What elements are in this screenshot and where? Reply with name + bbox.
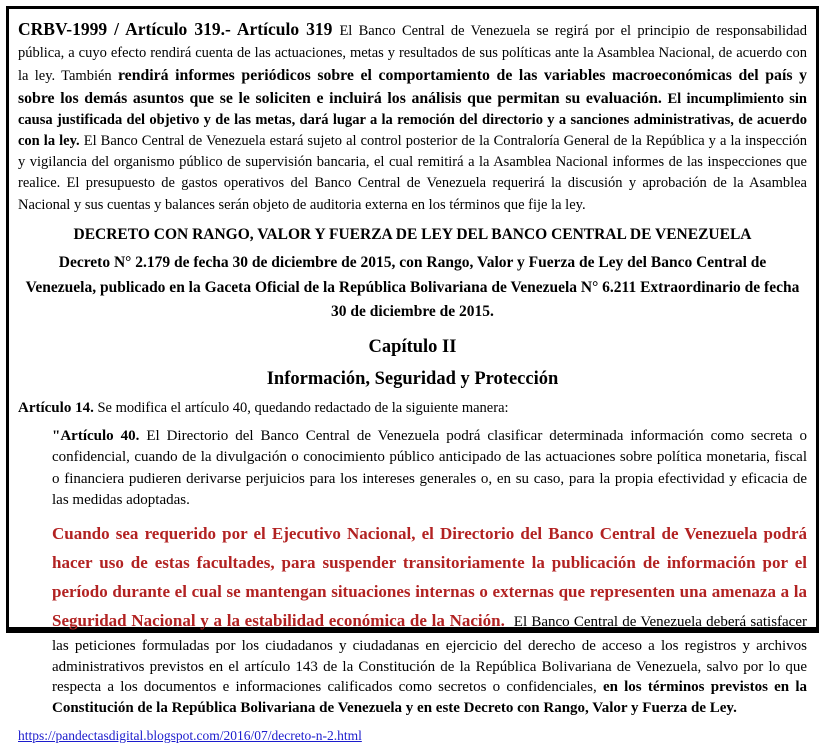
article-40-mixed-paragraph (52, 520, 807, 718)
decree-heading: DECRETO CON RANGO, VALOR Y FUERZA DE LEY DEL BANCO CENTRAL DE VENEZUELA (73, 225, 752, 243)
source-link[interactable]: https://pandectasdigital.blogspot.com/2016/07/decreto-n-2.html (18, 727, 362, 743)
intro-bold-noncompliance: El incumplimiento sin causa justificada del objetivo y de las metas, dará lugar a la remoción del directorio y a sanciones administrativas, de acuerdo con la ley. (18, 90, 807, 150)
article-40-block (52, 426, 807, 719)
article-14-paragraph (18, 400, 807, 417)
article-40-paragraph (52, 426, 807, 511)
intro-bold-reports: rendirá informes periódicos sobre el comportamiento de las variables macroeconómicas del país y sobre los demás asuntos que se le soliciten e incluirá los análisis que permitan su evaluación. (18, 66, 807, 107)
crbv-article-319-title: CRBV-1999 / Artículo 319.- Artículo 319 (18, 19, 340, 39)
closing-bold-text: en los términos previstos en la Constitución de la República Bolivariana de Venezuela y en este Decreto con Rango, Valor y Fuerza de Ley. (52, 679, 807, 716)
decree-paragraph: Decreto N° 2.179 de fecha 30 de diciembre de 2015, con Rango, Valor y Fuerza de Ley del Banco Central de Venezuela, publicado en la Gaceta Oficial de la República Bolivariana de Venezuela N° 6.211 Extraordinario de fecha 30 de diciembre de 2015. (25, 253, 800, 321)
intro-body-2: El Banco Central de Venezuela estará sujeto al control posterior de la Contraloría General de la República y a la inspección y vigilancia del organismo público de supervisión bancaria, el cual remitirá a la Asamblea Nacional informes de las inspecciones que realice. El presupuesto de gastos operativos del Banco Central de Venezuela requerirá la discusión y aprobación de la Asamblea Nacional y sus cuentas y balances serán objeto de auditoria externa en los términos que fije la ley. (18, 133, 807, 213)
article-14-label: Artículo 14. (18, 400, 94, 417)
access-rights-text: El Banco Central de Venezuela deberá satisfacer las peticiones formuladas por los ciudadanos y ciudadanas en ejercicio del derecho de acceso a los registros y archivos administrativos previstos en el artículo 143 de la Constitución de la República Bolivariana de Venezuela, salvo por lo que respecta a los documentos e informaciones calificados como secretos o confidenciales, (52, 614, 807, 696)
intro-body-1: El Banco Central de Venezuela se regirá por el principio de responsabilidad pública, a cuyo efecto rendirá cuenta de las actuaciones, metas y resultados de sus políticas ante la Asamblea Nacional, de acuerdo con la ley. También (18, 23, 807, 84)
document-frame (6, 6, 819, 743)
chapter-title: Capítulo II (368, 337, 457, 358)
article-40-text: El Directorio del Banco Central de Venezuela podrá clasificar determinada información como secreta o confidencial, cuando de la divulgación o conocimiento público anticipado de las actuaciones sobre política monetaria, fiscal o financiera pudieren derivarse perjuicios para los intereses generales o, en su caso, para la propia efectividad y eficacia de las medidas adoptadas. (52, 428, 807, 509)
document-content (9, 9, 816, 745)
red-emphasis-text: Cuando sea requerido por el Ejecutivo Nacional, el Directorio del Banco Central de Venezuela podrá hacer uso de estas facultades, para suspender transitoriamente la publicación de información por el período durante el cual se mantengan situaciones internas o externas que representen una amenaza a la Seguridad Nacional y a la estabilidad económica de la Nación. (52, 524, 807, 631)
article-40-label: "Artículo 40. (52, 428, 140, 445)
article-14-text: Se modifica el artículo 40, quedando redactado de la siguiente manera: (97, 400, 509, 417)
intro-paragraph (18, 17, 807, 216)
chapter-subtitle: Información, Seguridad y Protección (266, 369, 559, 390)
